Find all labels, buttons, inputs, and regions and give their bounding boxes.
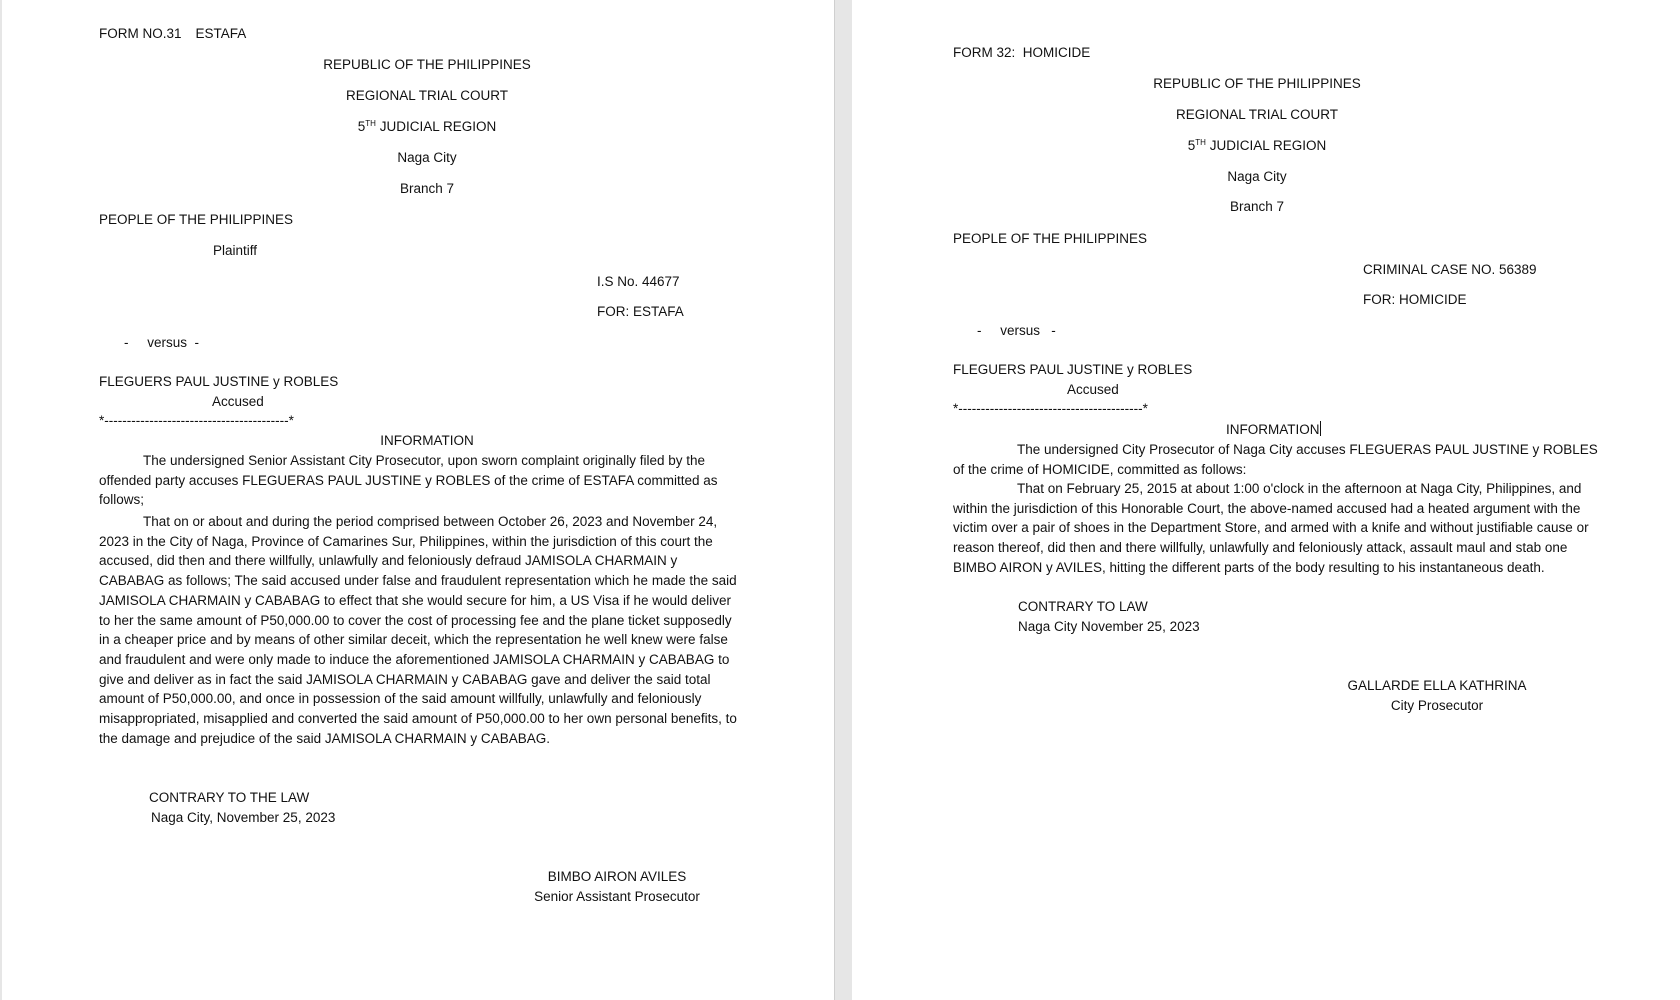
date-line: Naga City, November 25, 2023 [151,810,336,825]
contrary-to-law: CONTRARY TO THE LAW [149,790,310,805]
contrary-to-law: CONTRARY TO LAW [1018,599,1148,614]
document-page-homicide[interactable] [852,0,1680,1000]
form-label [99,25,246,43]
header-city: Naga City [1227,169,1287,184]
information-title: INFORMATION [1226,422,1320,437]
plaintiff-name: PEOPLE OF THE PHILIPPINES [953,231,1148,246]
accused-name: FLEGUERS PAUL JUSTINE y ROBLES [953,362,1193,377]
information-title: INFORMATION [380,433,474,448]
versus-label: - versus - [977,323,1056,338]
versus-label: - versus - [124,335,200,350]
information-paragraph-2: That on or about and during the period comprised between October 26, 2023 and November 24, 2023 in the City of Naga, Province of Camarines Sur, Philippines, within the jurisdiction of this court the accused, did then and there willfully, unlawfully and feloniously defraud JAMISOLA CHARMAIN y CABABAG as follows; The said accused under false and fraudulent representation which he made the said JAMISOLA CHARMAIN y CABABAG to effect that she would secure for him, a US Visa if he would deliver to her the same amount of P50,000.00 to cover the cost of processing fee and the plane ticket supposedly in a cheaper price and by means of other similar deceit, which the representation he well knew were false and fraudulent and were only made to induce the aforementioned JAMISOLA CHARMAIN y CABABAG to give and deliver as in fact the said JAMISOLA CHARMAIN y CABABAG gave and deliver the said total amount of P50,000.00, and once in possession of the said amount willfully, unlawfully and feloniously misappropriated, misapplied and converted the said amount of P50,000.00 to her own personal benefits, to the damage and prejudice of the said JAMISOLA CHARMAIN y CABABAG. [99,514,737,746]
header-court: REGIONAL TRIAL COURT [345,88,509,103]
is-number: I.S No. 44677 [597,274,680,289]
page-gutter [834,0,853,1000]
text-cursor [1320,421,1321,436]
plaintiff-name: PEOPLE OF THE PHILIPPINES [99,212,294,227]
accused-label: Accused [1067,382,1119,397]
header-city: Naga City [397,150,457,165]
plaintiff-label: Plaintiff [213,243,258,258]
information-paragraph-1: The undersigned City Prosecutor of Naga City accuses FLEGUERAS PAUL JUSTINE y ROBLES of the crime of HOMICIDE, committed as follows: [953,442,1598,477]
signatory-name: BIMBO AIRON AVILES [547,869,687,884]
information-title-line [1226,421,1321,439]
for-line: FOR: HOMICIDE [1363,292,1467,307]
signatory-name: GALLARDE ELLA KATHRINA [1347,678,1527,693]
for-line: FOR: ESTAFA [597,304,684,319]
header-court: REGIONAL TRIAL COURT [1175,107,1339,122]
date-line: Naga City November 25, 2023 [1018,619,1200,634]
header-branch: Branch 7 [1229,199,1285,214]
caption-divider: *-----------------------------------------* [99,413,294,428]
signatory-title: City Prosecutor [1390,698,1484,713]
information-paragraph-1: The undersigned Senior Assistant City Prosecutor, upon sworn complaint originally filed by the offended party accuses FLEGUERAS PAUL JUSTINE y ROBLES of the crime of ESTAFA committed as follows; [99,453,718,508]
header-republic: REPUBLIC OF THE PHILIPPINES [1153,76,1361,91]
header-branch: Branch 7 [399,181,455,196]
form-type: ESTAFA [195,26,247,41]
accused-label: Accused [212,394,264,409]
header-republic: REPUBLIC OF THE PHILIPPINES [323,57,531,72]
accused-name: FLEGUERS PAUL JUSTINE y ROBLES [99,374,339,389]
form-number: FORM NO.31 [99,26,182,41]
form-label: FORM 32: HOMICIDE [953,45,1091,60]
document-page-estafa[interactable] [2,0,834,1000]
caption-divider: *-----------------------------------------* [953,401,1148,416]
signatory-title: Senior Assistant Prosecutor [534,889,700,904]
header-region: 5TH JUDICIAL REGION [357,119,497,134]
case-number: CRIMINAL CASE NO. 56389 [1363,262,1537,277]
header-region: 5TH JUDICIAL REGION [1187,138,1327,153]
information-paragraph-2: That on February 25, 2015 at about 1:00 o'clock in the afternoon at Naga City, Philippines, and within the jurisdiction of this Honorable Court, the above-named accused had a heated argument with the victim over a pair of shoes in the Department Store, and armed with a knife and without justifiable cause or reason thereof, did then and there willfully, unlawfully and feloniously attack, assault maul and stab one BIMBO AIRON y AVILES, hitting the different parts of the body resulting to his instantaneous death. [953,481,1589,575]
